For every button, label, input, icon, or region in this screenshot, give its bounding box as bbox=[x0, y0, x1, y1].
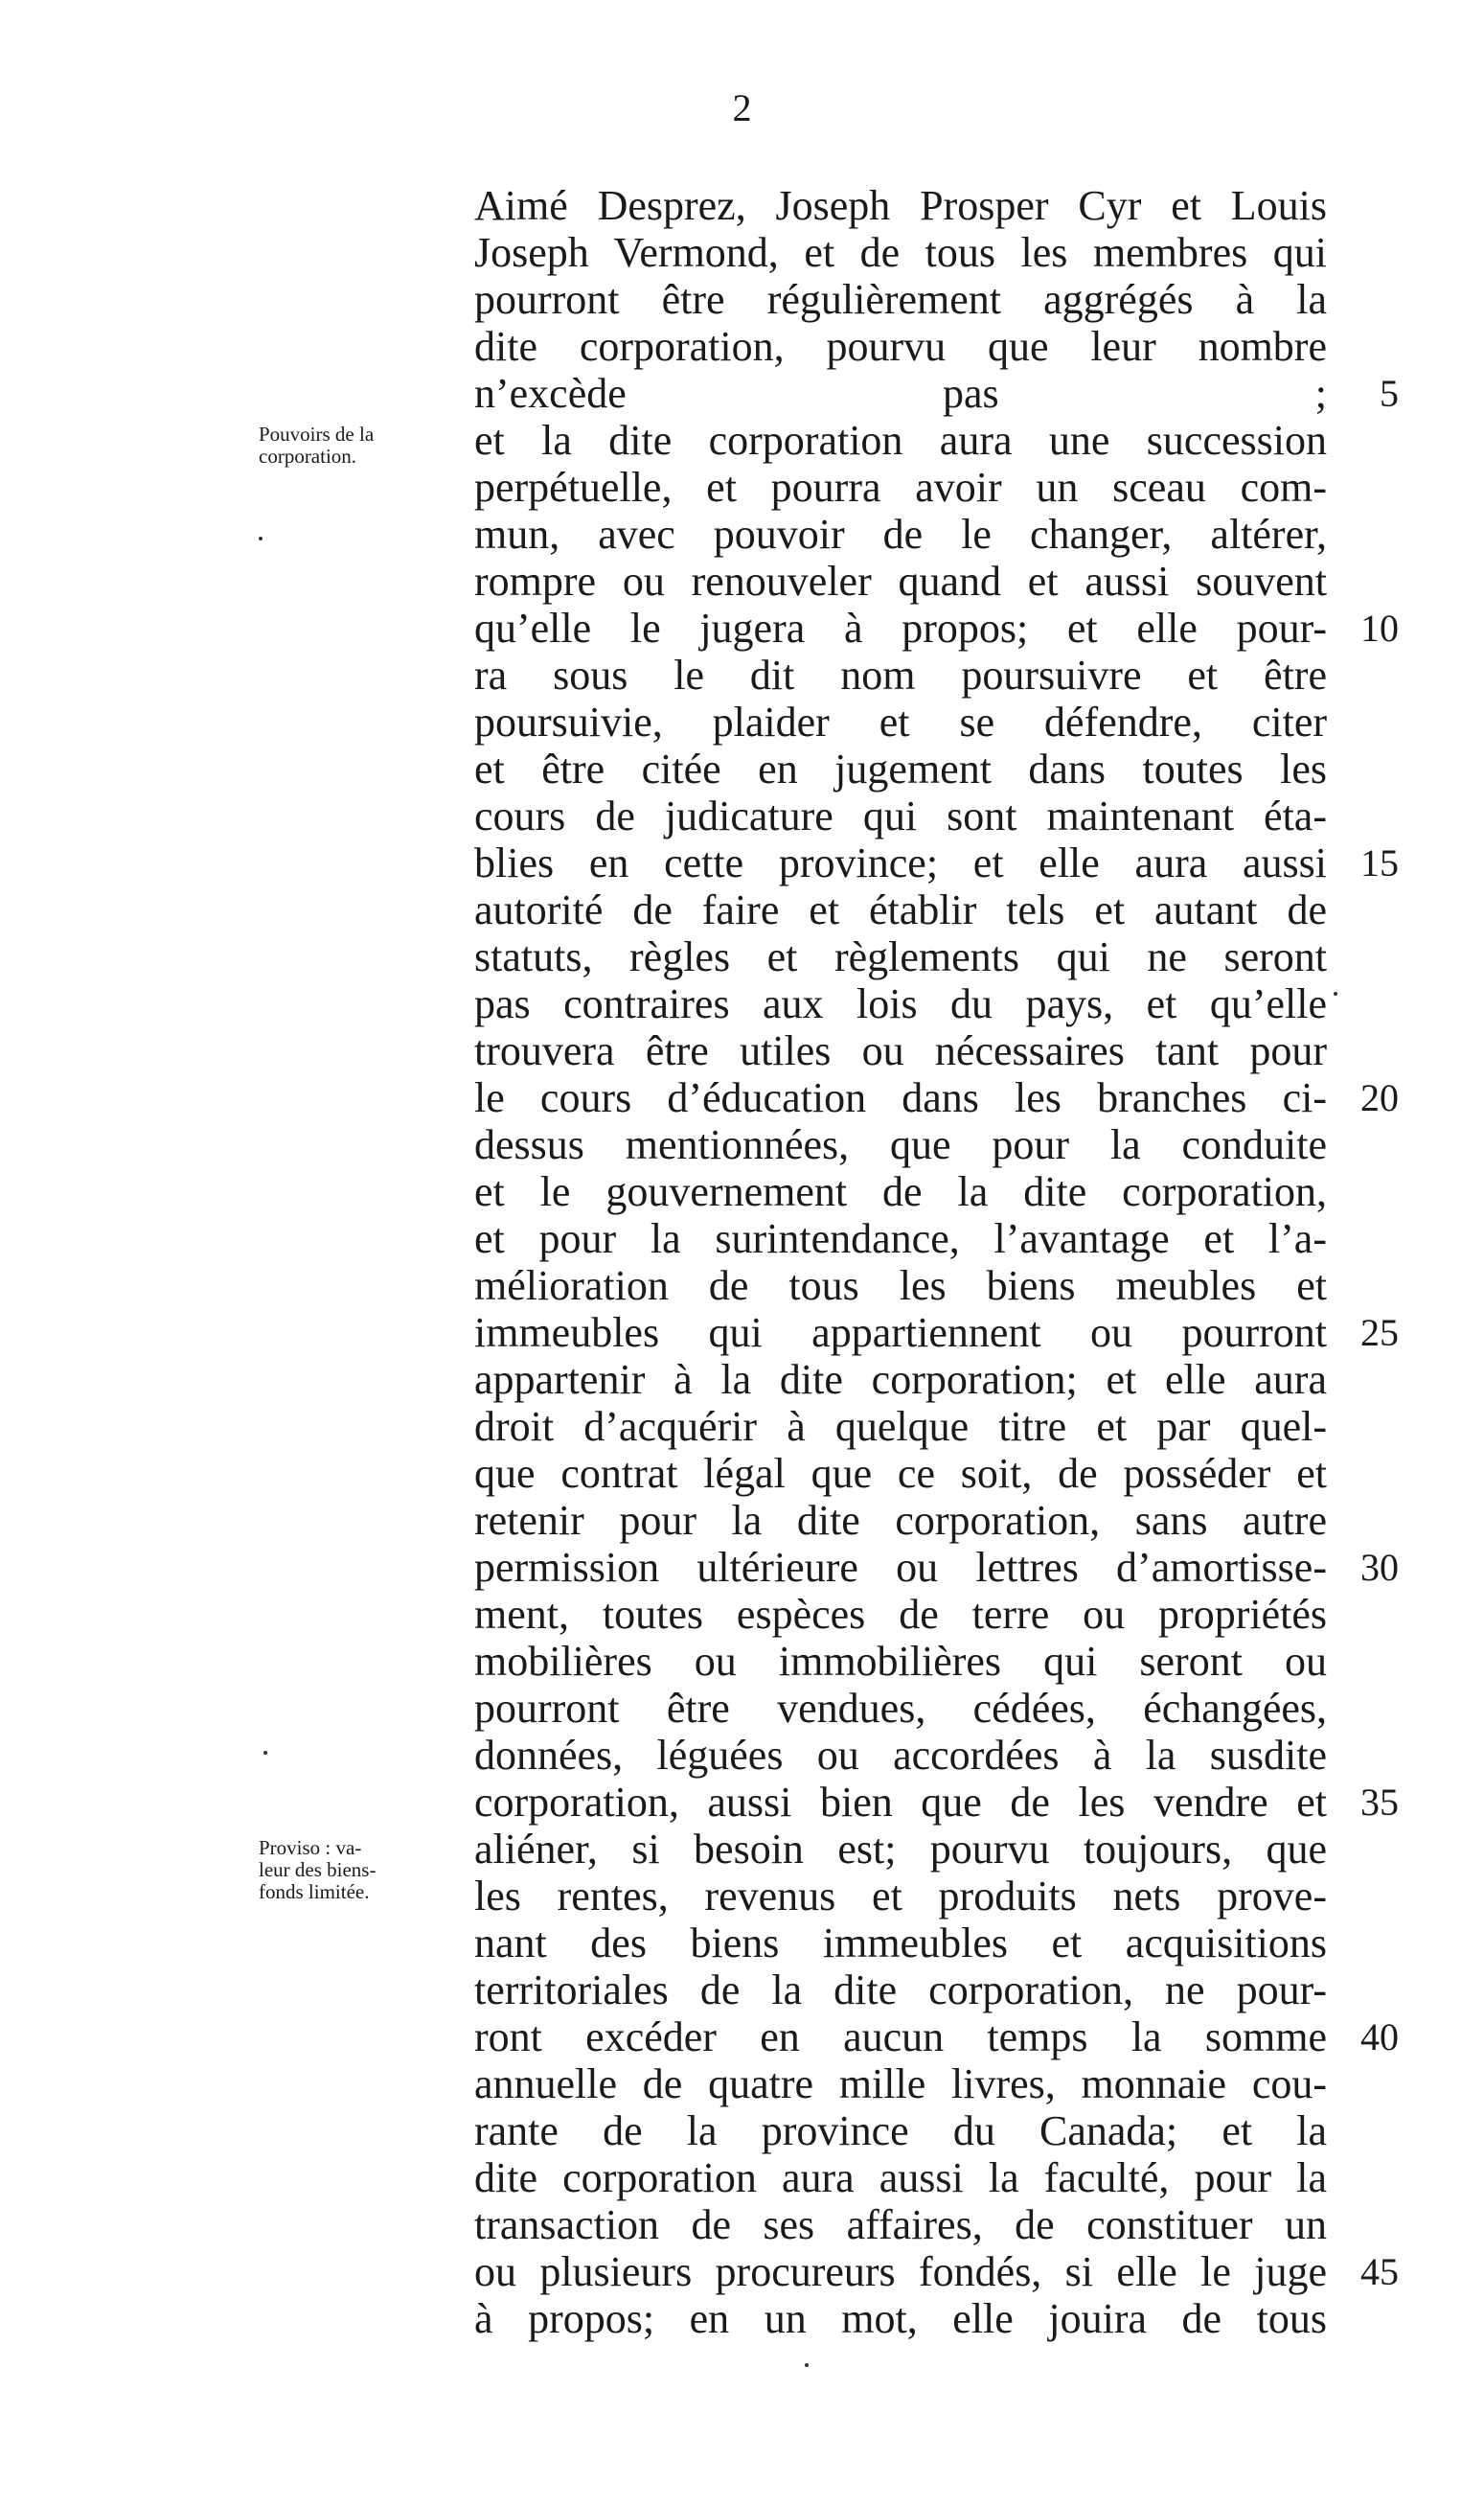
text-line bbox=[474, 2248, 1399, 2295]
text-line bbox=[474, 2295, 1327, 2342]
text-line bbox=[474, 1262, 1327, 1309]
text-line bbox=[474, 2154, 1327, 2201]
line-text: et pour la surintendance, l’avantage et l’a- bbox=[474, 1215, 1327, 1262]
text-line bbox=[474, 1966, 1327, 2013]
ink-speck bbox=[263, 1751, 267, 1755]
line-text: perpétuelle, et pourra avoir un sceau com- bbox=[474, 464, 1327, 511]
text-line bbox=[474, 1450, 1327, 1497]
ink-speck bbox=[805, 2363, 809, 2367]
text-line bbox=[474, 1074, 1399, 1121]
text-line bbox=[474, 229, 1327, 276]
text-line bbox=[474, 2013, 1399, 2060]
line-text: pourront être régulièrement aggrégés à la bbox=[474, 276, 1327, 323]
line-text: appartenir à la dite corporation; et elle aura bbox=[474, 1356, 1327, 1403]
ink-speck bbox=[259, 537, 263, 540]
text-line bbox=[474, 323, 1327, 370]
text-line bbox=[474, 1826, 1327, 1873]
line-text: corporation, aussi bien que de les vendre et bbox=[474, 1779, 1327, 1826]
text-line bbox=[474, 839, 1399, 886]
text-line bbox=[474, 746, 1327, 793]
text-line bbox=[474, 1309, 1399, 1356]
line-text: le cours d’éducation dans les branches ci- bbox=[474, 1074, 1327, 1121]
line-number: 30 bbox=[1360, 1546, 1399, 1589]
text-line bbox=[474, 417, 1327, 464]
ink-speck bbox=[1334, 992, 1337, 996]
text-line bbox=[474, 605, 1399, 652]
line-text: qu’elle le jugera à propos; et elle pour- bbox=[474, 605, 1327, 652]
text-line bbox=[474, 980, 1327, 1027]
line-text: dite corporation, pourvu que leur nombre bbox=[474, 323, 1327, 370]
text-line bbox=[474, 1779, 1399, 1826]
line-text: et être citée en jugement dans toutes les bbox=[474, 746, 1327, 793]
line-number: 35 bbox=[1360, 1781, 1399, 1824]
text-line bbox=[474, 1544, 1399, 1591]
line-text: mun, avec pouvoir de le changer, altérer, bbox=[474, 511, 1327, 558]
line-text: nant des biens immeubles et acquisitions bbox=[474, 1920, 1327, 1966]
line-text: poursuivie, plaider et se défendre, citer bbox=[474, 699, 1327, 746]
line-number: 45 bbox=[1360, 2250, 1399, 2293]
line-number: 40 bbox=[1360, 2015, 1399, 2058]
line-text: et le gouvernement de la dite corporation, bbox=[474, 1168, 1327, 1215]
text-line bbox=[474, 370, 1399, 417]
text-line bbox=[474, 1356, 1327, 1403]
line-text: territoriales de la dite corporation, ne pour- bbox=[474, 1966, 1327, 2013]
line-text: transaction de ses affaires, de constituer un bbox=[474, 2201, 1327, 2248]
line-text: permission ultérieure ou lettres d’amortisse- bbox=[474, 1544, 1327, 1591]
text-line bbox=[474, 933, 1327, 980]
line-text: immeubles qui appartiennent ou pourront bbox=[474, 1309, 1327, 1356]
line-text: les rentes, revenus et produits nets prove- bbox=[474, 1873, 1327, 1920]
text-line bbox=[474, 1168, 1327, 1215]
line-text: retenir pour la dite corporation, sans autre bbox=[474, 1497, 1327, 1544]
line-text: que contrat légal que ce soit, de posséder et bbox=[474, 1450, 1327, 1497]
line-text: autorité de faire et établir tels et autant de bbox=[474, 886, 1327, 933]
body-text bbox=[474, 182, 1399, 2342]
line-text: annuelle de quatre mille livres, monnaie cou- bbox=[474, 2060, 1327, 2107]
text-line bbox=[474, 1591, 1327, 1638]
line-number: 15 bbox=[1360, 841, 1399, 885]
line-text: mélioration de tous les biens meubles et bbox=[474, 1262, 1327, 1309]
line-text: rante de la province du Canada; et la bbox=[474, 2107, 1327, 2154]
text-line bbox=[474, 511, 1327, 558]
text-line bbox=[474, 1403, 1327, 1450]
margin-note-line: Proviso : va- bbox=[259, 1836, 362, 1859]
page-number: 2 bbox=[732, 86, 752, 129]
line-text: blies en cette province; et elle aura aussi bbox=[474, 839, 1327, 886]
line-number: 20 bbox=[1360, 1076, 1399, 1119]
line-text: pas contraires aux lois du pays, et qu’elle bbox=[474, 980, 1327, 1027]
text-line bbox=[474, 1121, 1327, 1168]
line-text: et la dite corporation aura une succession bbox=[474, 417, 1327, 464]
line-text: statuts, règles et règlements qui ne seront bbox=[474, 933, 1327, 980]
line-text: ront excéder en aucun temps la somme bbox=[474, 2013, 1327, 2060]
text-line bbox=[474, 793, 1327, 839]
line-text: données, léguées ou accordées à la susdite bbox=[474, 1732, 1327, 1779]
margin-note-line: leur des biens- bbox=[259, 1858, 377, 1881]
text-line bbox=[474, 2201, 1327, 2248]
line-text: Aimé Desprez, Joseph Prosper Cyr et Louis bbox=[474, 182, 1327, 229]
line-text: Joseph Vermond, et de tous les membres qui bbox=[474, 229, 1327, 276]
text-line bbox=[474, 1497, 1327, 1544]
margin-note-powers bbox=[259, 424, 450, 468]
text-line bbox=[474, 2107, 1327, 2154]
text-line bbox=[474, 1920, 1327, 1966]
line-text: ment, toutes espèces de terre ou propriétés bbox=[474, 1591, 1327, 1638]
text-line bbox=[474, 1873, 1327, 1920]
line-text: pourront être vendues, cédées, échangées, bbox=[474, 1685, 1327, 1732]
text-line bbox=[474, 1215, 1327, 1262]
text-line bbox=[474, 2060, 1327, 2107]
margin-note-proviso bbox=[259, 1837, 450, 1903]
text-line bbox=[474, 276, 1327, 323]
line-text: trouvera être utiles ou nécessaires tant pour bbox=[474, 1027, 1327, 1074]
line-text: dessus mentionnées, que pour la conduite bbox=[474, 1121, 1327, 1168]
line-text: cours de judicature qui sont maintenant éta- bbox=[474, 793, 1327, 839]
text-line bbox=[474, 652, 1327, 699]
line-text: à propos; en un mot, elle jouira de tous bbox=[474, 2295, 1327, 2342]
margin-note-line: fonds limitée. bbox=[259, 1880, 370, 1903]
line-text: dite corporation aura aussi la faculté, pour la bbox=[474, 2154, 1327, 2201]
line-text: ra sous le dit nom poursuivre et être bbox=[474, 652, 1327, 699]
text-line bbox=[474, 699, 1327, 746]
text-line bbox=[474, 1638, 1327, 1685]
text-line bbox=[474, 886, 1327, 933]
text-line bbox=[474, 1685, 1327, 1732]
line-text: rompre ou renouveler quand et aussi souvent bbox=[474, 558, 1327, 605]
text-line bbox=[474, 1732, 1327, 1779]
text-line bbox=[474, 558, 1327, 605]
text-line bbox=[474, 464, 1327, 511]
margin-note-line: Pouvoirs de la bbox=[259, 423, 375, 446]
line-text: ou plusieurs procureurs fondés, si elle le juge bbox=[474, 2248, 1327, 2295]
line-text: n’excède pas ; bbox=[474, 370, 1327, 417]
text-line bbox=[474, 1027, 1327, 1074]
line-number: 25 bbox=[1360, 1311, 1399, 1354]
text-line bbox=[474, 182, 1327, 229]
line-text: mobilières ou immobilières qui seront ou bbox=[474, 1638, 1327, 1685]
line-number: 5 bbox=[1380, 372, 1399, 415]
line-text: droit d’acquérir à quelque titre et par quel- bbox=[474, 1403, 1327, 1450]
line-text: aliéner, si besoin est; pourvu toujours, que bbox=[474, 1826, 1327, 1873]
line-number: 10 bbox=[1360, 607, 1399, 650]
margin-note-line: corporation. bbox=[259, 445, 357, 468]
